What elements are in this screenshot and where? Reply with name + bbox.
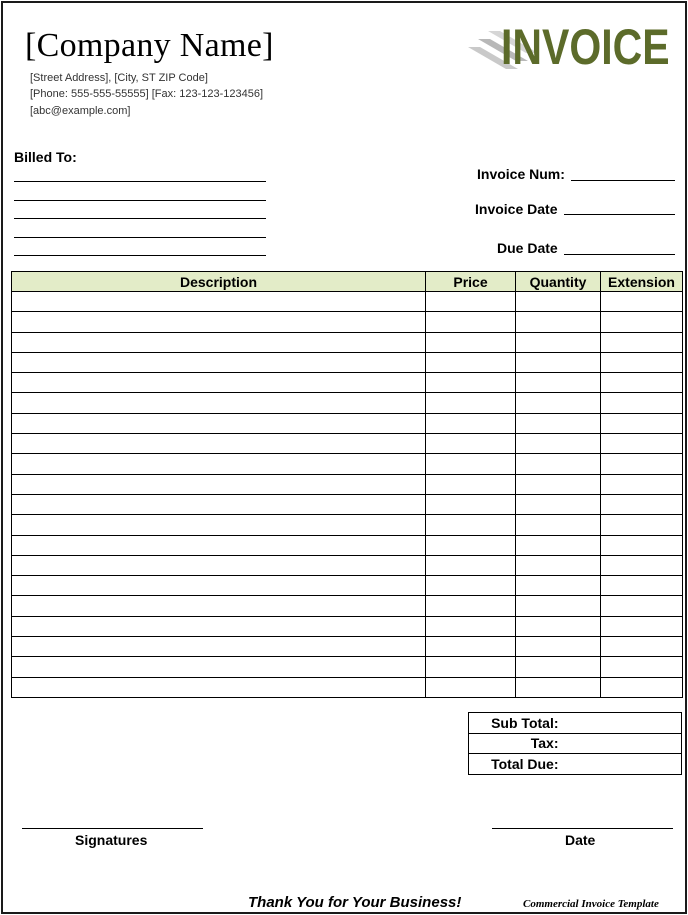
billed-to-line[interactable] — [14, 244, 266, 256]
table-row — [12, 454, 683, 474]
price-cell[interactable] — [426, 352, 516, 372]
table-row — [12, 637, 683, 657]
extension-cell[interactable] — [601, 332, 683, 352]
quantity-cell[interactable] — [516, 657, 601, 677]
description-cell[interactable] — [12, 373, 426, 393]
table-row — [12, 494, 683, 514]
table-row — [12, 352, 683, 372]
line-items-body — [12, 292, 683, 698]
description-cell[interactable] — [12, 434, 426, 454]
invoice-num-label: Invoice Num: — [477, 166, 565, 182]
totals-table — [468, 712, 682, 775]
description-cell[interactable] — [12, 332, 426, 352]
total-due-label: Total Due: — [469, 754, 559, 775]
column-header-description: Description — [12, 272, 426, 292]
extension-cell[interactable] — [601, 515, 683, 535]
price-cell[interactable] — [426, 637, 516, 657]
table-row — [12, 576, 683, 596]
extension-cell[interactable] — [601, 494, 683, 514]
due-date-field[interactable] — [564, 243, 675, 255]
logo-text: INVOICE — [501, 19, 670, 75]
price-cell[interactable] — [426, 434, 516, 454]
price-cell[interactable] — [426, 393, 516, 413]
extension-cell[interactable] — [601, 454, 683, 474]
table-header-row — [12, 272, 683, 292]
table-row — [12, 373, 683, 393]
extension-cell[interactable] — [601, 616, 683, 636]
price-cell[interactable] — [426, 555, 516, 575]
table-row — [12, 292, 683, 312]
quantity-cell[interactable] — [516, 576, 601, 596]
price-cell[interactable] — [426, 616, 516, 636]
quantity-cell[interactable] — [516, 616, 601, 636]
price-cell[interactable] — [426, 657, 516, 677]
line-items-table — [11, 271, 683, 698]
column-header-quantity: Quantity — [516, 272, 601, 292]
price-cell[interactable] — [426, 373, 516, 393]
extension-cell[interactable] — [601, 373, 683, 393]
quantity-cell[interactable] — [516, 332, 601, 352]
quantity-cell[interactable] — [516, 555, 601, 575]
description-cell[interactable] — [12, 535, 426, 555]
template-name: Commercial Invoice Template — [523, 898, 659, 910]
extension-cell[interactable] — [601, 413, 683, 433]
date-signature-line[interactable] — [492, 828, 673, 829]
extension-cell[interactable] — [601, 657, 683, 677]
description-cell[interactable] — [12, 494, 426, 514]
quantity-cell[interactable] — [516, 596, 601, 616]
price-cell[interactable] — [426, 413, 516, 433]
price-cell[interactable] — [426, 474, 516, 494]
price-cell[interactable] — [426, 576, 516, 596]
price-cell[interactable] — [426, 515, 516, 535]
table-row — [12, 434, 683, 454]
price-cell[interactable] — [426, 292, 516, 312]
table-row — [12, 555, 683, 575]
billed-to-line[interactable] — [14, 207, 266, 219]
description-cell[interactable] — [12, 474, 426, 494]
price-cell[interactable] — [426, 596, 516, 616]
invoice-date-field[interactable] — [564, 203, 675, 215]
invoice-logo — [468, 21, 678, 73]
quantity-cell[interactable] — [516, 637, 601, 657]
quantity-cell[interactable] — [516, 434, 601, 454]
extension-cell[interactable] — [601, 555, 683, 575]
invoice-date-label: Invoice Date — [475, 201, 558, 217]
billed-to-line[interactable] — [14, 226, 266, 238]
description-cell[interactable] — [12, 413, 426, 433]
description-cell[interactable] — [12, 555, 426, 575]
company-email: [abc@example.com] — [30, 105, 131, 117]
description-cell[interactable] — [12, 616, 426, 636]
table-row — [12, 332, 683, 352]
extension-cell[interactable] — [601, 393, 683, 413]
quantity-cell[interactable] — [516, 535, 601, 555]
date-label: Date — [565, 832, 596, 848]
column-header-price: Price — [426, 272, 516, 292]
table-row — [12, 657, 683, 677]
description-cell[interactable] — [12, 393, 426, 413]
table-row — [12, 677, 683, 697]
price-cell[interactable] — [426, 454, 516, 474]
description-cell[interactable] — [12, 677, 426, 697]
subtotal-label: Sub Total: — [469, 713, 559, 734]
description-cell[interactable] — [12, 352, 426, 372]
tax-label: Tax: — [469, 733, 559, 754]
quantity-cell[interactable] — [516, 494, 601, 514]
quantity-cell[interactable] — [516, 352, 601, 372]
table-row — [12, 596, 683, 616]
quantity-cell[interactable] — [516, 413, 601, 433]
description-cell[interactable] — [12, 515, 426, 535]
extension-cell[interactable] — [601, 474, 683, 494]
signatures-label: Signatures — [75, 832, 148, 848]
table-row — [12, 413, 683, 433]
quantity-cell[interactable] — [516, 474, 601, 494]
extension-cell[interactable] — [601, 434, 683, 454]
company-phone-fax: [Phone: 555-555-55555] [Fax: 123-123-123456] — [30, 88, 264, 100]
table-row — [12, 474, 683, 494]
quantity-cell[interactable] — [516, 312, 601, 332]
table-row — [12, 515, 683, 535]
total-due-value[interactable] — [559, 754, 682, 775]
table-row — [12, 312, 683, 332]
thank-you-message: Thank You for Your Business! — [248, 894, 462, 911]
extension-cell[interactable] — [601, 292, 683, 312]
quantity-cell[interactable] — [516, 515, 601, 535]
quantity-cell[interactable] — [516, 373, 601, 393]
description-cell[interactable] — [12, 576, 426, 596]
table-row — [12, 393, 683, 413]
quantity-cell[interactable] — [516, 393, 601, 413]
subtotal-value[interactable] — [559, 713, 682, 734]
quantity-cell[interactable] — [516, 677, 601, 697]
billed-to-label: Billed To: — [14, 149, 77, 165]
quantity-cell[interactable] — [516, 292, 601, 312]
tax-value[interactable] — [559, 733, 682, 754]
extension-cell[interactable] — [601, 535, 683, 555]
price-cell[interactable] — [426, 677, 516, 697]
invoice-page — [1, 1, 687, 914]
tax-row — [469, 733, 682, 754]
description-cell[interactable] — [12, 292, 426, 312]
total-due-row — [469, 754, 682, 775]
extension-cell[interactable] — [601, 576, 683, 596]
billed-to-line[interactable] — [14, 189, 266, 201]
column-header-extension: Extension — [601, 272, 683, 292]
extension-cell[interactable] — [601, 677, 683, 697]
price-cell[interactable] — [426, 332, 516, 352]
price-cell[interactable] — [426, 312, 516, 332]
table-row — [12, 535, 683, 555]
price-cell[interactable] — [426, 494, 516, 514]
invoice-num-field[interactable] — [571, 169, 675, 181]
extension-cell[interactable] — [601, 352, 683, 372]
description-cell[interactable] — [12, 596, 426, 616]
signature-line[interactable] — [22, 828, 203, 829]
company-name: [Company Name] — [25, 27, 274, 64]
description-cell[interactable] — [12, 454, 426, 474]
extension-cell[interactable] — [601, 312, 683, 332]
price-cell[interactable] — [426, 535, 516, 555]
extension-cell[interactable] — [601, 596, 683, 616]
extension-cell[interactable] — [601, 637, 683, 657]
subtotal-row — [469, 713, 682, 734]
company-address: [Street Address], [City, ST ZIP Code] — [30, 72, 208, 84]
description-cell[interactable] — [12, 637, 426, 657]
quantity-cell[interactable] — [516, 454, 601, 474]
description-cell[interactable] — [12, 312, 426, 332]
table-row — [12, 616, 683, 636]
due-date-label: Due Date — [497, 240, 558, 256]
description-cell[interactable] — [12, 657, 426, 677]
billed-to-line[interactable] — [14, 170, 266, 182]
